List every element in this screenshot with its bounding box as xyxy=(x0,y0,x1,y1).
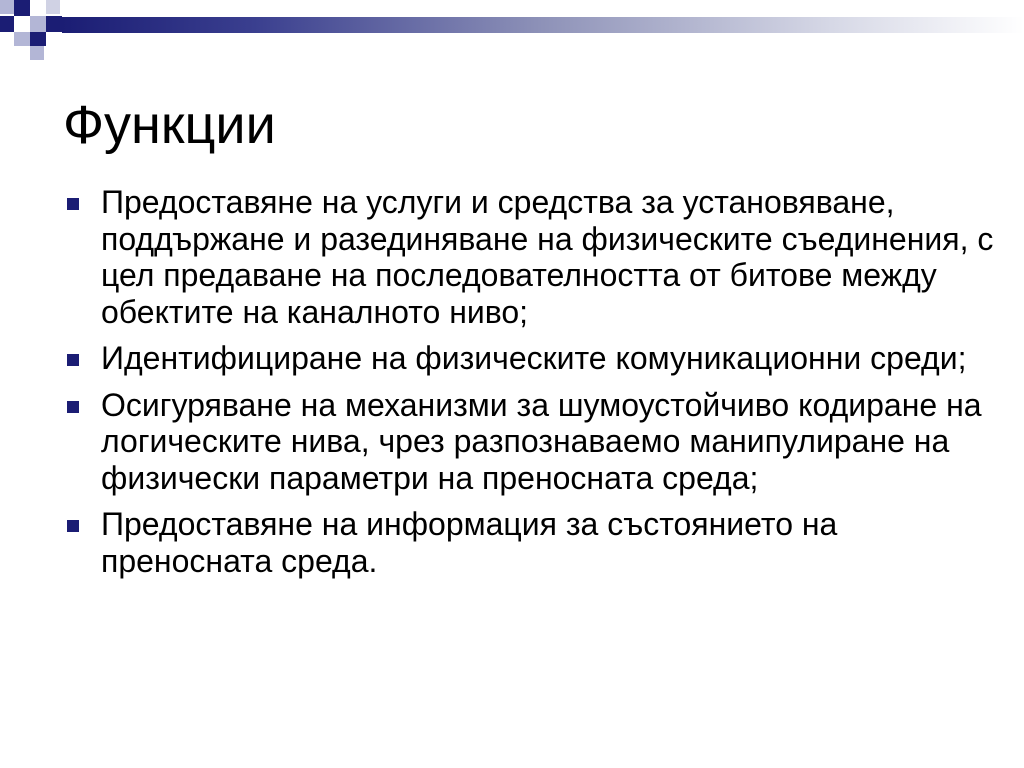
deco-square xyxy=(46,16,62,32)
bullet-square-icon xyxy=(67,198,79,210)
deco-square xyxy=(14,32,30,46)
bullet-text: Предоставяне на информация за състоянието на преносната среда. xyxy=(101,506,838,579)
bullet-text: Идентифициране на физическите комуникационни среди; xyxy=(101,340,967,376)
bullet-square-icon xyxy=(67,401,79,413)
deco-square xyxy=(30,16,46,32)
list-item xyxy=(63,387,1003,497)
header-gradient-bar xyxy=(62,17,1024,33)
deco-square xyxy=(14,0,30,16)
deco-square xyxy=(30,46,44,60)
list-item xyxy=(63,340,1003,377)
deco-square xyxy=(0,0,14,14)
bullet-text: Осигуряване на механизми за шумоустойчиво кодиране на логическите нива, чрез разпознаваемо манипулиране на физически параметри на преносната среда; xyxy=(101,386,982,496)
list-item xyxy=(63,184,1003,330)
slide-title: Функции xyxy=(63,95,276,155)
bullet-text: Предоставяне на услуги и средства за установяване, поддържане и разединяване на физическите съединения, с цел предаване на последователността от битове между обектите на каналното ниво; xyxy=(101,184,994,330)
list-item xyxy=(63,506,1003,579)
deco-square xyxy=(46,0,60,14)
bullet-square-icon xyxy=(67,354,79,366)
header-decoration xyxy=(0,0,1024,70)
deco-square xyxy=(30,32,46,46)
deco-square xyxy=(0,16,14,32)
bullet-square-icon xyxy=(67,520,79,532)
bullet-list xyxy=(63,184,1003,589)
